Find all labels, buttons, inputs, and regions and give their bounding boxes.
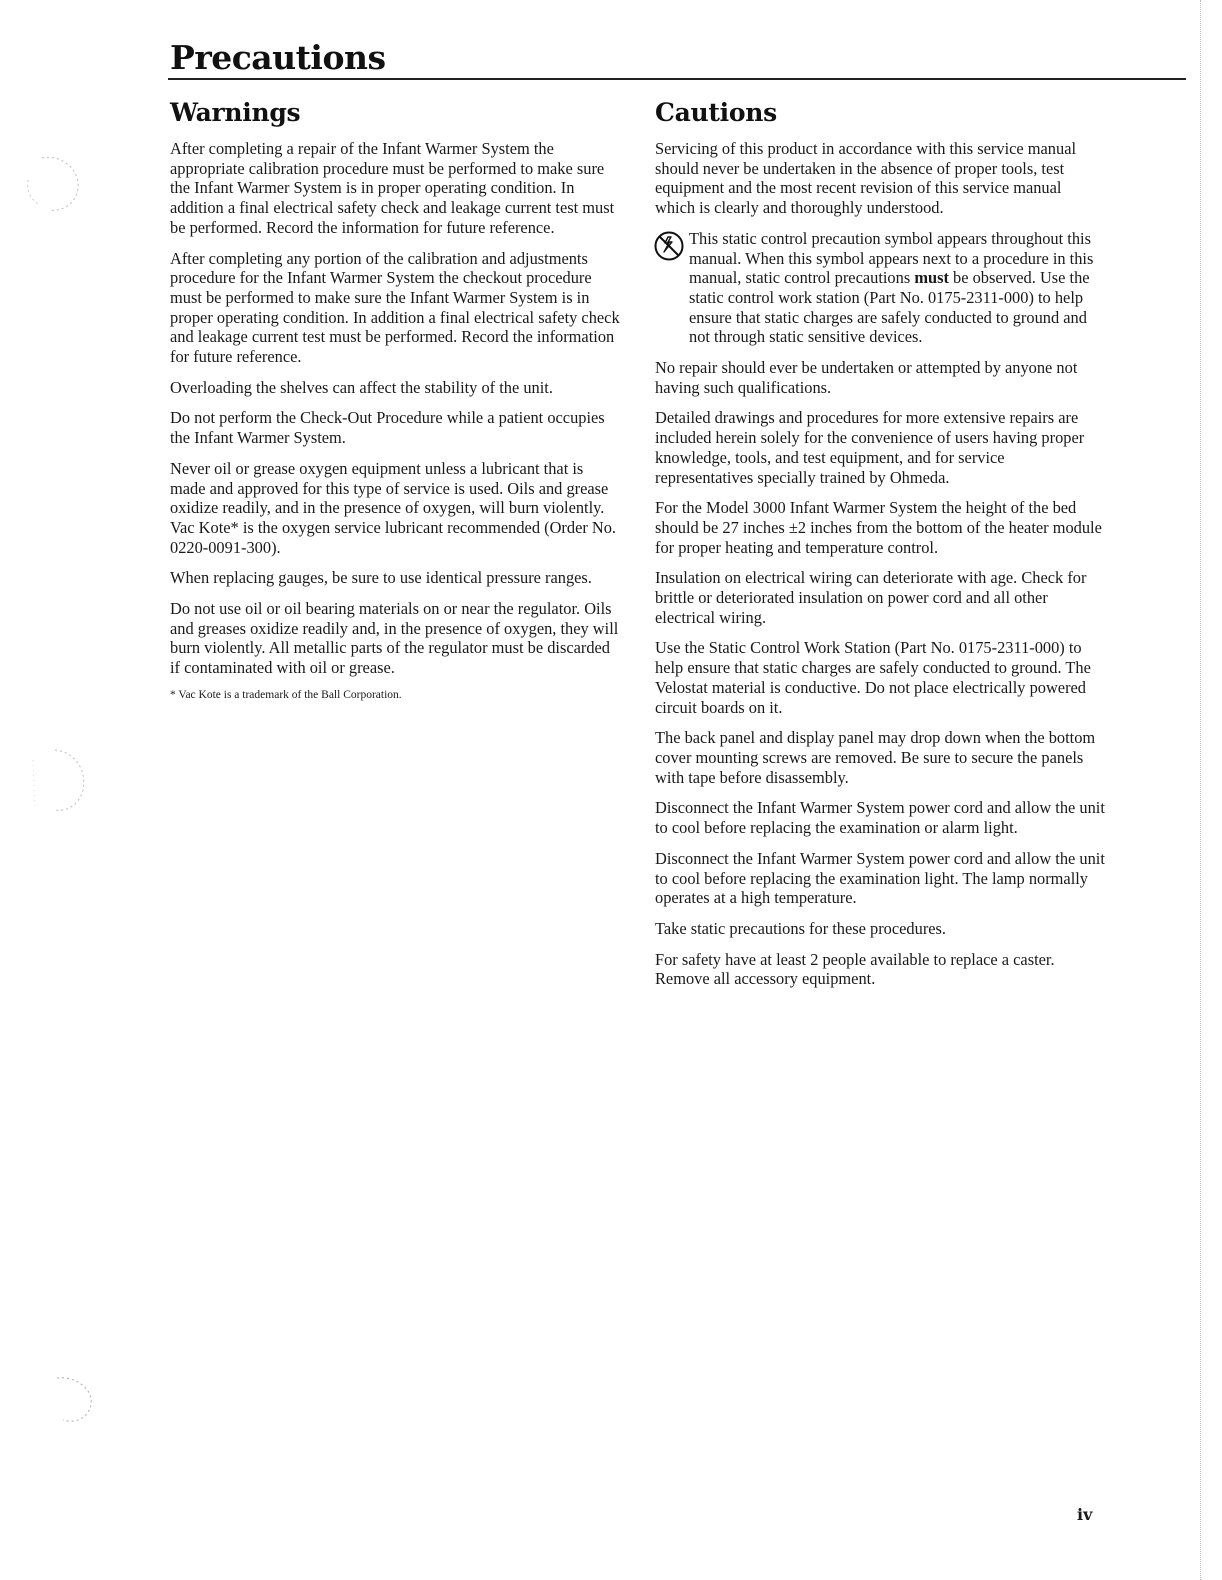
page-number: iv	[1077, 1505, 1093, 1524]
warning-paragraph-1: After completing a repair of the Infant Warmer System the appropriate calibration procedure must be performed to make sure the Infant Warmer System is in proper operating condition. In addition a final electrical safety check and leakage current test must be performed. Record the information for future reference.	[170, 139, 615, 237]
static-control-icon	[653, 230, 685, 262]
caution-paragraph-3: For the Model 3000 Infant Warmer System the height of the bed should be 27 inches ±2 inches from the bottom of the heater module for proper heating and temperature control.	[655, 498, 1102, 557]
title-rule	[168, 78, 1186, 80]
caution-paragraph-10: For safety have at least 2 people available to replace a caster. Remove all accessory equipment.	[655, 949, 1055, 989]
caution-paragraph-4: Insulation on electrical wiring can deteriorate with age. Check for brittle or deteriorated insulation on power cord and all other electrical wiring.	[655, 568, 1087, 627]
caution-paragraph-5: Use the Static Control Work Station (Part No. 0175-2311-000) to help ensure that static charges are safely conducted to ground. The Velostat material is conductive. Do not place electrically powered circuit boards on it.	[655, 638, 1091, 717]
cautions-column	[655, 98, 1105, 1000]
caution-paragraph-9: Take static precautions for these procedures.	[655, 918, 947, 938]
static-symbol-text-start: This static control precaution symbol appears throughout this manual. When this symbol appears next to a procedure in this manual, static control precautions	[689, 228, 1094, 288]
static-symbol-paragraph	[655, 229, 1105, 347]
caution-paragraph-1: No repair should ever be undertaken or attempted by anyone not having such qualifications.	[655, 358, 1078, 397]
caution-paragraph-7: Disconnect the Infant Warmer System power cord and allow the unit to cool before replacing the examination or alarm light.	[655, 798, 1105, 838]
caution-intro: Servicing of this product in accordance with this service manual should never be undertaken in the absence of proper tools, test equipment and the most recent revision of this service manual which is clearly and thoroughly understood.	[655, 139, 1077, 218]
hole-punch-mark-top	[22, 150, 92, 220]
hole-punch-mark-bottom	[45, 1370, 105, 1430]
caution-paragraph-8: Disconnect the Infant Warmer System power cord and allow the unit to cool before replacing the examination light. The lamp normally operates at a high temperature.	[655, 848, 1105, 908]
static-symbol-text-end: be observed. Use the static control work station (Part No. 0175-2311-000) to help ensure that static charges are safely conducted to ground and not through static sensitive devices.	[689, 268, 1090, 347]
warning-paragraph-6: When replacing gauges, be sure to use identical pressure ranges.	[170, 568, 592, 588]
caution-paragraph-6: The back panel and display panel may drop down when the bottom cover mounting screws are removed. Be sure to secure the panels with tape before disassembly.	[655, 728, 1096, 787]
warning-paragraph-7: Do not use oil or oil bearing materials on or near the regulator. Oils and greases oxidize readily and, in the presence of oxygen, they will burn violently. All metallic parts of the regulator must be discarded if contaminated with oil or grease.	[170, 599, 619, 678]
warning-paragraph-5: Never oil or grease oxygen equipment unless a lubricant that is made and approved for this type of service is used. Oils and grease oxidize readily, and in the presence of oxygen, will burn violently. Vac Kote* is the oxygen service lubricant recommended (Order No. 0220-0091-300).	[170, 458, 617, 557]
hole-punch-mark-middle	[25, 740, 95, 830]
warning-paragraph-2: After completing any portion of the calibration and adjustments procedure for the Infant Warmer System the checkout procedure must be performed to make sure the Infant Warmer System is in proper operating condition. In addition a final electrical safety check and leakage current test must be performed. Record the information for future reference.	[170, 248, 620, 367]
trademark-footnote: * Vac Kote is a trademark of the Ball Corporation.	[170, 688, 402, 701]
warnings-column	[170, 98, 620, 701]
right-margin-scan-line	[1200, 0, 1202, 1580]
cautions-heading: Cautions	[655, 98, 777, 127]
warning-paragraph-3: Overloading the shelves can affect the stability of the unit.	[170, 377, 553, 397]
caution-paragraph-2: Detailed drawings and procedures for more extensive repairs are included herein solely for the convenience of users having proper knowledge, tools, and test equipment, and for service representatives specially trained by Ohmeda.	[655, 408, 1085, 487]
warning-paragraph-4: Do not perform the Check-Out Procedure while a patient occupies the Infant Warmer System.	[170, 408, 605, 448]
warnings-heading: Warnings	[170, 98, 301, 127]
page-title: Precautions	[170, 38, 386, 77]
static-symbol-text-emphasis: must	[914, 268, 949, 288]
